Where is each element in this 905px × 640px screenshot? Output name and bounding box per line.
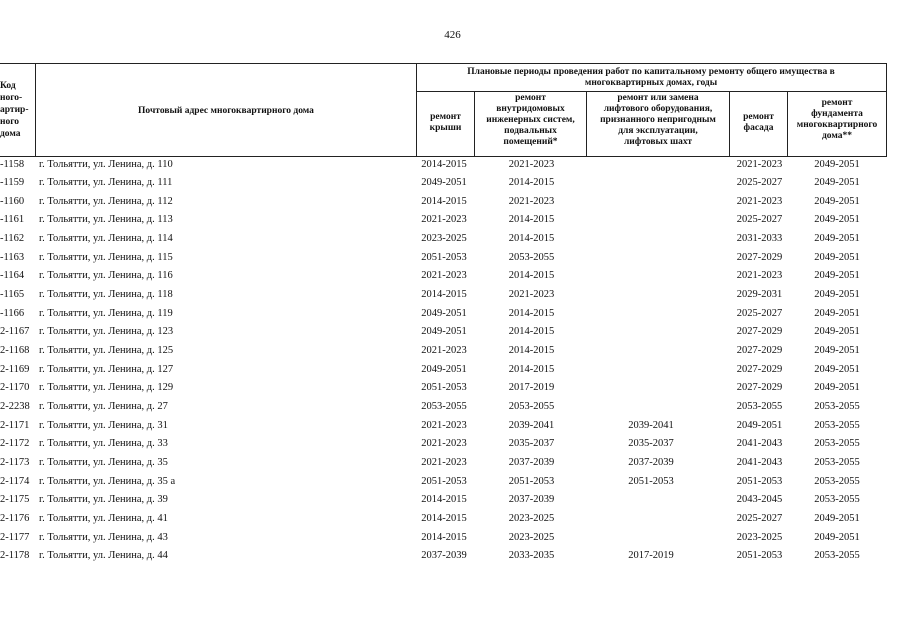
header-systems-line: внутридомовых: [496, 104, 565, 114]
foundation-repair-cell: 2053-2055: [814, 550, 860, 562]
header-group-line: многоквартирных домах, годы: [584, 78, 718, 88]
header-systems-line: ремонт: [515, 93, 546, 103]
house-code-cell: [0, 286, 34, 305]
table-row: [0, 491, 905, 510]
systems-repair-cell: 2014-2015: [508, 363, 555, 375]
roof-repair-cell: 2021-2023: [421, 214, 467, 226]
address-cell: г. Тольятти, ул. Ленина, д. 113: [39, 214, 173, 226]
roof-repair-cell: 2014-2015: [421, 289, 467, 301]
address-cell: г. Тольятти, ул. Ленина, д. 112: [39, 195, 173, 207]
roof-repair-cell: 2014-2015: [421, 158, 467, 170]
facade-repair-cell: 2025-2027: [736, 512, 783, 524]
address-cell: г. Тольятти, ул. Ленина, д. 110: [39, 158, 173, 170]
address-cell: г. Тольятти, ул. Ленина, д. 31: [39, 419, 168, 431]
address-cell: г. Тольятти, ул. Ленина, д. 115: [39, 251, 173, 263]
facade-repair-cell: 2051-2053: [736, 550, 783, 562]
systems-repair-cell: 2021-2023: [508, 158, 555, 170]
house-code-text: -1164: [0, 270, 25, 282]
house-code-cell: [0, 305, 34, 324]
house-code-text: -1162: [0, 233, 25, 245]
facade-repair-cell: 2027-2029: [736, 251, 783, 263]
foundation-repair-cell: 2053-2055: [814, 438, 860, 450]
foundation-repair-cell: 2049-2051: [814, 382, 860, 394]
house-code-cell: [0, 417, 34, 436]
facade-repair-cell: 2025-2027: [736, 214, 783, 226]
systems-repair-cell: 2053-2055: [508, 400, 555, 412]
house-code-cell: [0, 323, 34, 342]
header-lift-line: ремонт или замена: [617, 93, 699, 103]
systems-repair-cell: 2037-2039: [508, 494, 555, 506]
address-cell: г. Тольятти, ул. Ленина, д. 118: [39, 289, 173, 301]
table-row: [0, 249, 905, 268]
address-cell: г. Тольятти, ул. Ленина, д. 39: [39, 494, 168, 506]
facade-repair-cell: 2051-2053: [736, 475, 783, 487]
systems-repair-cell: 2014-2015: [508, 270, 555, 282]
facade-repair-cell: 2025-2027: [736, 307, 783, 319]
facade-repair-cell: 2021-2023: [736, 158, 783, 170]
page-number: 426: [444, 29, 461, 41]
header-foundation-line: дома**: [821, 131, 853, 141]
header-lift: [587, 93, 729, 148]
address-cell: г. Тольятти, ул. Ленина, д. 44: [39, 550, 168, 562]
roof-repair-cell: 2023-2025: [421, 233, 467, 245]
header-lift-line: для эксплуатации,: [618, 126, 698, 136]
roof-repair-cell: 2051-2053: [421, 251, 467, 263]
header-facade-line: фасада: [743, 123, 774, 133]
systems-repair-cell: 2053-2055: [508, 251, 555, 263]
header-foundation: [788, 98, 886, 142]
header-group: [417, 67, 885, 89]
roof-repair-cell: 2053-2055: [421, 400, 467, 412]
table-row: [0, 398, 905, 417]
header-group-line: Плановые периоды проведения работ по капитальному ремонту общего имущества в: [467, 67, 835, 77]
header-lift-line: лифтового оборудования,: [603, 104, 713, 114]
lift-repair-cell: 2035-2037: [628, 438, 674, 450]
systems-repair-cell: 2021-2023: [508, 195, 555, 207]
table-row: [0, 473, 905, 492]
house-code-text: 2-1175: [0, 494, 30, 506]
roof-repair-cell: 2051-2053: [421, 382, 467, 394]
address-cell: г. Тольятти, ул. Ленина, д. 127: [39, 363, 174, 375]
facade-repair-cell: 2041-2043: [736, 456, 783, 468]
foundation-repair-cell: 2049-2051: [814, 363, 860, 375]
address-cell: г. Тольятти, ул. Ленина, д. 114: [39, 233, 173, 245]
house-code-text: 2-1171: [0, 419, 30, 431]
foundation-repair-cell: 2049-2051: [814, 214, 860, 226]
foundation-repair-cell: 2049-2051: [814, 289, 860, 301]
header-roof: [417, 112, 474, 134]
table-row: [0, 342, 905, 361]
header-code-line: ного: [0, 117, 20, 127]
header-address: Почтовый адрес многоквартирного дома: [138, 106, 314, 116]
house-code-text: -1166: [0, 307, 25, 319]
foundation-repair-cell: 2049-2051: [814, 512, 860, 524]
systems-repair-cell: 2014-2015: [508, 233, 555, 245]
facade-repair-cell: 2023-2025: [736, 531, 783, 543]
house-code-text: 2-1167: [0, 326, 30, 338]
table-row: [0, 379, 905, 398]
table-row: [0, 547, 905, 566]
header-facade-line: ремонт: [743, 112, 774, 122]
table-row: [0, 230, 905, 249]
systems-repair-cell: 2014-2015: [508, 326, 555, 338]
house-code-text: -1161: [0, 214, 25, 226]
facade-repair-cell: 2053-2055: [736, 400, 783, 412]
foundation-repair-cell: 2049-2051: [814, 345, 860, 356]
lift-repair-cell: 2051-2053: [628, 475, 674, 487]
foundation-repair-cell: 2053-2055: [814, 456, 860, 468]
roof-repair-cell: 2021-2023: [421, 419, 467, 431]
header-systems: [475, 93, 586, 148]
lift-repair-cell: 2037-2039: [628, 456, 674, 468]
table-row: [0, 323, 905, 342]
house-code-cell: [0, 361, 34, 380]
facade-repair-cell: 2021-2023: [736, 270, 783, 282]
header-code-line: дома: [0, 129, 21, 139]
roof-repair-cell: 2049-2051: [421, 363, 467, 375]
facade-repair-cell: 2029-2031: [736, 289, 783, 301]
house-code-cell: [0, 379, 34, 398]
house-code-text: 2-1177: [0, 531, 30, 543]
address-cell: г. Тольятти, ул. Ленина, д. 35: [39, 456, 168, 468]
address-cell: г. Тольятти, ул. Ленина, д. 27: [39, 400, 168, 412]
house-code-cell: [0, 510, 34, 529]
facade-repair-cell: 2031-2033: [736, 233, 783, 245]
address-cell: г. Тольятти, ул. Ленина, д. 41: [39, 512, 168, 524]
house-code-cell: [0, 398, 34, 417]
facade-repair-cell: 2041-2043: [736, 438, 783, 450]
facade-repair-cell: 2027-2029: [736, 363, 783, 375]
roof-repair-cell: 2049-2051: [421, 326, 467, 338]
house-code-cell: [0, 230, 34, 249]
roof-repair-cell: 2051-2053: [421, 475, 467, 487]
header-facade: [730, 112, 787, 134]
roof-repair-cell: 2014-2015: [421, 494, 467, 506]
foundation-repair-cell: 2049-2051: [814, 233, 860, 245]
address-cell: г. Тольятти, ул. Ленина, д. 35 а: [39, 475, 176, 487]
house-code-text: 2-1178: [0, 550, 30, 562]
roof-repair-cell: 2021-2023: [421, 345, 467, 356]
facade-repair-cell: 2027-2029: [736, 326, 783, 338]
header-systems-line: подвальных: [504, 126, 557, 136]
house-code-cell: [0, 156, 34, 175]
house-code-cell: [0, 529, 34, 548]
systems-repair-cell: 2033-2035: [508, 550, 555, 562]
header-code-line: Код: [0, 81, 16, 91]
address-cell: г. Тольятти, ул. Ленина, д. 123: [39, 326, 174, 338]
table-row: [0, 193, 905, 212]
foundation-repair-cell: 2049-2051: [814, 251, 860, 263]
address-cell: г. Тольятти, ул. Ленина, д. 33: [39, 438, 168, 450]
roof-repair-cell: 2014-2015: [421, 531, 467, 543]
house-code-text: -1158: [0, 158, 25, 170]
header-top-border: [0, 63, 886, 64]
house-code-text: -1160: [0, 195, 25, 207]
address-cell: г. Тольятти, ул. Ленина, д. 116: [39, 270, 173, 282]
house-code-text: 2-1172: [0, 438, 30, 450]
systems-repair-cell: 2035-2037: [508, 438, 555, 450]
header-lift-line: лифтовых шахт: [623, 137, 693, 147]
table-row: [0, 435, 905, 454]
header-roof-line: ремонт: [430, 112, 461, 122]
table-row: [0, 529, 905, 548]
house-code-cell: [0, 435, 34, 454]
roof-repair-cell: 2021-2023: [421, 270, 467, 282]
header-vline-7: [886, 63, 887, 157]
table-row: [0, 156, 905, 175]
systems-repair-cell: 2037-2039: [508, 456, 555, 468]
house-code-cell: [0, 211, 34, 230]
facade-repair-cell: 2021-2023: [736, 195, 783, 207]
header-systems-line: инженерных систем,: [486, 115, 575, 125]
foundation-repair-cell: 2049-2051: [814, 326, 860, 338]
foundation-repair-cell: 2053-2055: [814, 494, 860, 506]
roof-repair-cell: 2014-2015: [421, 195, 467, 207]
systems-repair-cell: 2023-2025: [508, 512, 555, 524]
roof-repair-cell: 2014-2015: [421, 512, 467, 524]
systems-repair-cell: 2021-2023: [508, 289, 555, 301]
header-foundation-line: многоквартирного: [796, 120, 878, 130]
facade-repair-cell: 2027-2029: [736, 382, 783, 394]
roof-repair-cell: 2049-2051: [421, 307, 467, 319]
house-code-cell: [0, 267, 34, 286]
house-code-text: -1163: [0, 251, 25, 263]
roof-repair-cell: 2021-2023: [421, 456, 467, 468]
address-cell: г. Тольятти, ул. Ленина, д. 111: [39, 177, 173, 189]
foundation-repair-cell: 2049-2051: [814, 195, 860, 207]
house-code-cell: [0, 473, 34, 492]
systems-repair-cell: 2014-2015: [508, 214, 555, 226]
systems-repair-cell: 2014-2015: [508, 307, 555, 319]
house-code-text: 2-1174: [0, 475, 30, 487]
table-row: [0, 361, 905, 380]
house-code-cell: [0, 193, 34, 212]
table-row: [0, 417, 905, 436]
systems-repair-cell: 2051-2053: [508, 475, 555, 487]
facade-repair-cell: 2027-2029: [736, 345, 783, 356]
house-code-cell: [0, 547, 34, 566]
systems-repair-cell: 2023-2025: [508, 531, 555, 543]
house-code-text: 2-1173: [0, 456, 30, 468]
table-row: [0, 267, 905, 286]
house-code-cell: [0, 174, 34, 193]
header-lift-line: признанного непригодным: [600, 115, 716, 125]
roof-repair-cell: 2021-2023: [421, 438, 467, 450]
facade-repair-cell: 2025-2027: [736, 177, 783, 189]
foundation-repair-cell: 2049-2051: [814, 270, 860, 282]
table-row: [0, 454, 905, 473]
table-row: [0, 211, 905, 230]
house-code-text: -1159: [0, 177, 25, 189]
address-cell: г. Тольятти, ул. Ленина, д. 119: [39, 307, 173, 319]
lift-repair-cell: 2039-2041: [628, 419, 674, 431]
header-foundation-line: фундамента: [811, 109, 863, 119]
house-code-text: 2-1168: [0, 345, 30, 356]
header-code-line: артир-: [0, 105, 29, 115]
house-code-text: 2-2238: [0, 400, 30, 412]
address-cell: г. Тольятти, ул. Ленина, д. 43: [39, 531, 168, 543]
foundation-repair-cell: 2049-2051: [814, 307, 860, 319]
header-group-divider: [416, 91, 886, 92]
house-code-text: 2-1176: [0, 512, 30, 524]
house-code-text: 2-1170: [0, 382, 30, 394]
house-code-cell: [0, 491, 34, 510]
header-code: [0, 80, 34, 140]
foundation-repair-cell: 2053-2055: [814, 475, 860, 487]
address-cell: г. Тольятти, ул. Ленина, д. 125: [39, 345, 174, 356]
foundation-repair-cell: 2053-2055: [814, 419, 860, 431]
table-row: [0, 305, 905, 324]
systems-repair-cell: 2014-2015: [508, 177, 555, 189]
table-row: [0, 510, 905, 529]
facade-repair-cell: 2043-2045: [736, 494, 783, 506]
header-code-line: ного-: [0, 93, 23, 103]
header-systems-line: помещений*: [503, 137, 558, 147]
address-cell: г. Тольятти, ул. Ленина, д. 129: [39, 382, 174, 394]
foundation-repair-cell: 2053-2055: [814, 400, 860, 412]
table-row: [0, 174, 905, 193]
house-code-cell: [0, 249, 34, 268]
systems-repair-cell: 2017-2019: [508, 382, 555, 394]
foundation-repair-cell: 2049-2051: [814, 158, 860, 170]
house-code-cell: [0, 342, 34, 361]
lift-repair-cell: 2017-2019: [628, 550, 674, 562]
house-code-text: -1165: [0, 289, 25, 301]
roof-repair-cell: 2049-2051: [421, 177, 467, 189]
roof-repair-cell: 2037-2039: [421, 550, 467, 562]
house-code-cell: [0, 454, 34, 473]
house-code-text: 2-1169: [0, 363, 30, 375]
foundation-repair-cell: 2049-2051: [814, 531, 860, 543]
systems-repair-cell: 2014-2015: [508, 345, 555, 356]
foundation-repair-cell: 2049-2051: [814, 177, 860, 189]
header-foundation-line: ремонт: [821, 98, 853, 108]
facade-repair-cell: 2049-2051: [736, 419, 783, 431]
header-roof-line: крыши: [429, 123, 462, 133]
table-row: [0, 286, 905, 305]
systems-repair-cell: 2039-2041: [508, 419, 555, 431]
